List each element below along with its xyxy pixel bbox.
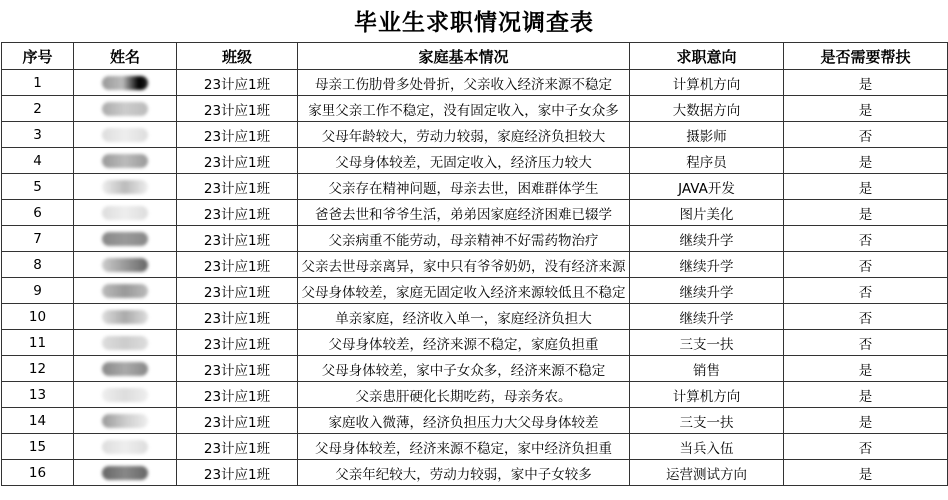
cell-situation: 父亲去世母亲离异，家中只有爷爷奶奶，没有经济来源 (298, 252, 630, 278)
cell-need-help: 否 (784, 252, 948, 278)
cell-no: 9 (2, 278, 74, 304)
cell-situation: 母亲工伤肋骨多处骨折，父亲收入经济来源不稳定 (298, 70, 630, 96)
cell-name (74, 460, 177, 486)
cell-situation: 单亲家庭，经济收入单一，家庭经济负担大 (298, 304, 630, 330)
cell-intention: 继续升学 (630, 304, 784, 330)
table-row (2, 70, 948, 96)
cell-name (74, 434, 177, 460)
cell-situation: 父亲存在精神问题，母亲去世，困难群体学生 (298, 174, 630, 200)
header-name: 姓名 (74, 43, 177, 70)
cell-no: 16 (2, 460, 74, 486)
header-class: 班级 (177, 43, 298, 70)
redacted-name (102, 102, 148, 116)
table-row (2, 434, 948, 460)
cell-no: 4 (2, 148, 74, 174)
redacted-name (102, 284, 148, 298)
cell-intention: 继续升学 (630, 226, 784, 252)
cell-class: 23计应1班 (177, 304, 298, 330)
cell-no: 13 (2, 382, 74, 408)
cell-need-help: 否 (784, 304, 948, 330)
cell-no: 7 (2, 226, 74, 252)
cell-no: 10 (2, 304, 74, 330)
cell-name (74, 96, 177, 122)
redacted-name (102, 258, 148, 272)
cell-intention: 三支一扶 (630, 408, 784, 434)
table-row (2, 460, 948, 486)
cell-need-help: 否 (784, 226, 948, 252)
table-row (2, 408, 948, 434)
cell-name (74, 252, 177, 278)
redacted-name (102, 388, 148, 402)
cell-name (74, 356, 177, 382)
cell-need-help: 是 (784, 382, 948, 408)
cell-intention: 三支一扶 (630, 330, 784, 356)
cell-need-help: 否 (784, 122, 948, 148)
header-need-help: 是否需要帮扶 (784, 43, 948, 70)
cell-name (74, 200, 177, 226)
cell-class: 23计应1班 (177, 70, 298, 96)
header-no: 序号 (2, 43, 74, 70)
table-row (2, 330, 948, 356)
cell-class: 23计应1班 (177, 278, 298, 304)
redacted-name (102, 440, 148, 454)
table-row (2, 382, 948, 408)
header-row (2, 43, 948, 70)
redacted-name (102, 76, 148, 90)
table-row (2, 304, 948, 330)
cell-intention: 大数据方向 (630, 96, 784, 122)
cell-situation: 父亲年纪较大，劳动力较弱，家中子女较多 (298, 460, 630, 486)
cell-class: 23计应1班 (177, 460, 298, 486)
redacted-name (102, 362, 148, 376)
cell-name (74, 408, 177, 434)
redacted-name (102, 310, 148, 324)
cell-situation: 父母年龄较大，劳动力较弱，家庭经济负担较大 (298, 122, 630, 148)
cell-intention: 程序员 (630, 148, 784, 174)
cell-need-help: 是 (784, 70, 948, 96)
cell-intention: 摄影师 (630, 122, 784, 148)
cell-name (74, 148, 177, 174)
cell-intention: 继续升学 (630, 252, 784, 278)
cell-no: 2 (2, 96, 74, 122)
table-row (2, 200, 948, 226)
cell-class: 23计应1班 (177, 434, 298, 460)
cell-class: 23计应1班 (177, 174, 298, 200)
cell-situation: 父母身体较差，无固定收入，经济压力较大 (298, 148, 630, 174)
cell-intention: 销售 (630, 356, 784, 382)
cell-intention: 计算机方向 (630, 70, 784, 96)
cell-name (74, 226, 177, 252)
cell-need-help: 是 (784, 200, 948, 226)
cell-intention: 图片美化 (630, 200, 784, 226)
cell-class: 23计应1班 (177, 356, 298, 382)
cell-need-help: 是 (784, 96, 948, 122)
cell-class: 23计应1班 (177, 200, 298, 226)
cell-intention: 当兵入伍 (630, 434, 784, 460)
table-row (2, 356, 948, 382)
table-row (2, 122, 948, 148)
cell-class: 23计应1班 (177, 96, 298, 122)
table-row (2, 148, 948, 174)
redacted-name (102, 206, 148, 220)
cell-need-help: 是 (784, 148, 948, 174)
table-row (2, 226, 948, 252)
cell-situation: 父母身体较差，家中子女众多，经济来源不稳定 (298, 356, 630, 382)
cell-intention: JAVA开发 (630, 174, 784, 200)
cell-intention: 运营测试方向 (630, 460, 784, 486)
redacted-name (102, 154, 148, 168)
header-intention: 求职意向 (630, 43, 784, 70)
cell-no: 11 (2, 330, 74, 356)
table-body (2, 70, 948, 486)
cell-class: 23计应1班 (177, 122, 298, 148)
header-situation: 家庭基本情况 (298, 43, 630, 70)
cell-situation: 家里父亲工作不稳定，没有固定收入，家中子女众多 (298, 96, 630, 122)
cell-no: 6 (2, 200, 74, 226)
redacted-name (102, 336, 148, 350)
cell-class: 23计应1班 (177, 330, 298, 356)
cell-situation: 父母身体较差，家庭无固定收入经济来源较低且不稳定 (298, 278, 630, 304)
cell-need-help: 是 (784, 356, 948, 382)
table-row (2, 96, 948, 122)
cell-no: 12 (2, 356, 74, 382)
cell-no: 5 (2, 174, 74, 200)
cell-intention: 计算机方向 (630, 382, 784, 408)
redacted-name (102, 232, 148, 246)
redacted-name (102, 180, 148, 194)
cell-no: 14 (2, 408, 74, 434)
cell-class: 23计应1班 (177, 252, 298, 278)
redacted-name (102, 414, 148, 428)
cell-name (74, 304, 177, 330)
cell-no: 1 (2, 70, 74, 96)
cell-situation: 父亲病重不能劳动，母亲精神不好需药物治疗 (298, 226, 630, 252)
cell-situation: 父母身体较差，经济来源不稳定，家庭负担重 (298, 330, 630, 356)
cell-intention: 继续升学 (630, 278, 784, 304)
cell-name (74, 122, 177, 148)
cell-name (74, 330, 177, 356)
cell-no: 15 (2, 434, 74, 460)
cell-no: 3 (2, 122, 74, 148)
table-row (2, 278, 948, 304)
cell-situation: 父亲患肝硬化长期吃药，母亲务农。 (298, 382, 630, 408)
cell-need-help: 否 (784, 330, 948, 356)
cell-class: 23计应1班 (177, 226, 298, 252)
cell-need-help: 是 (784, 174, 948, 200)
cell-situation: 爸爸去世和爷爷生活，弟弟因家庭经济困难已辍学 (298, 200, 630, 226)
cell-need-help: 否 (784, 434, 948, 460)
redacted-name (102, 466, 148, 480)
cell-name (74, 70, 177, 96)
cell-need-help: 是 (784, 460, 948, 486)
table-row (2, 252, 948, 278)
cell-name (74, 278, 177, 304)
table-row (2, 174, 948, 200)
cell-name (74, 174, 177, 200)
cell-class: 23计应1班 (177, 408, 298, 434)
cell-name (74, 382, 177, 408)
cell-situation: 父母身体较差，经济来源不稳定，家中经济负担重 (298, 434, 630, 460)
cell-no: 8 (2, 252, 74, 278)
survey-table (1, 42, 948, 486)
redacted-name (102, 128, 148, 142)
cell-situation: 家庭收入微薄，经济负担压力大父母身体较差 (298, 408, 630, 434)
cell-need-help: 是 (784, 408, 948, 434)
table-title: 毕业生求职情况调查表 (354, 10, 594, 36)
cell-class: 23计应1班 (177, 148, 298, 174)
cell-class: 23计应1班 (177, 382, 298, 408)
cell-need-help: 否 (784, 278, 948, 304)
